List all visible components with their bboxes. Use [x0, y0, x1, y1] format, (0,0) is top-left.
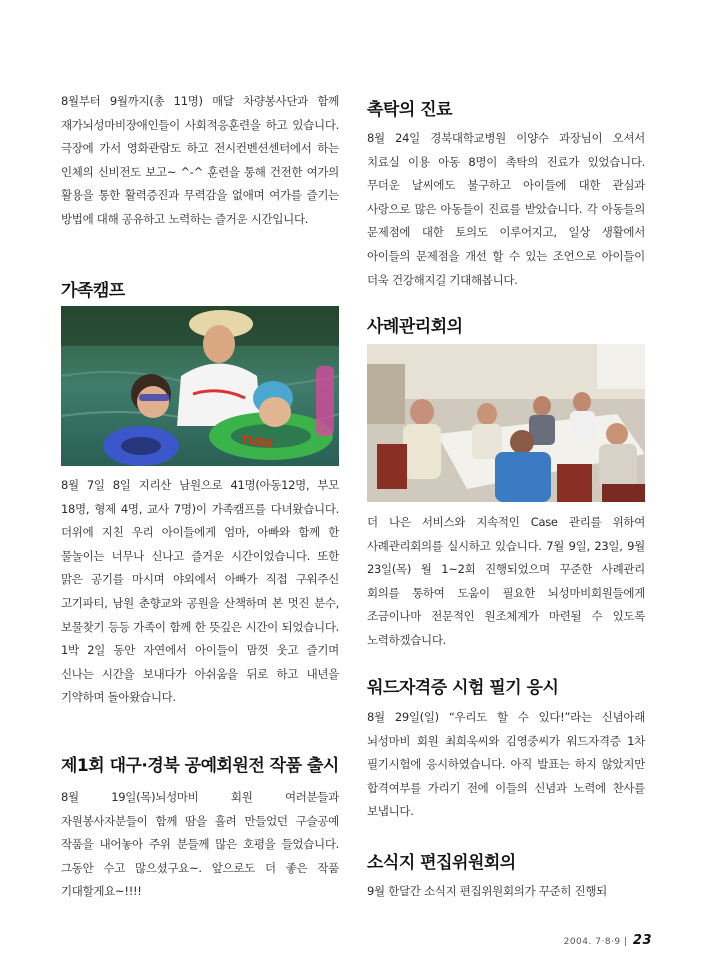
family-camp-heading: 가족캠프 — [61, 281, 125, 301]
meeting-photo-illustration — [367, 344, 645, 502]
case-meeting-photo — [367, 344, 645, 502]
case-meeting-heading: 사례관리회의 — [367, 317, 463, 337]
word-certificate-heading: 워드자격증 시험 필기 응시 — [367, 678, 559, 698]
page-number: 23 — [632, 933, 652, 948]
newsletter-committee-paragraph: 9월 한달간 소식지 편집위원회의가 꾸준히 진행되 — [367, 884, 607, 898]
svg-text:TUBE: TUBE — [240, 433, 274, 451]
case-meeting-paragraph: 더 나은 서비스와 지속적인 Case 관리를 위하여 사례관리회의를 실시하고 있습니다. 7월 9일, 23일, 9월 23일(목) 월 1~2회 진행되었으며 꾸준한 사례관리 회의를 통하여 도움이 필요한 뇌성마비회원들에게 조금이나마 전문적인 원조체계가 마련될 수 있도록 노력하겠습니다. — [367, 515, 645, 647]
family-camp-paragraph: 8월 7일 8일 지리산 남원으로 41명(아동12명, 부모 18명, 형제 4명, 교사 7명)이 가족캠프를 다녀왔습니다. 더위에 지친 우리 아이들에게 엄마, 아빠와 함께 한 물놀이는 너무나 신나고 즐거운 시간이었습니다. 또한 맑은 공기를 마시며 야외에서 아빠가 직접 구워주신 고기파티, 남원 춘향교와 공원을 산책하며 본 멋진 분수, 보물찾기 등등 가족이 함께 한 뜻깊은 시간이 되었습니다. 1박 2일 동안 자연에서 아이들이 맘껏 웃고 즐기며 신나는 시간을 보내다가 아쉬움을 뒤로 하고 내년을 기약하며 돌아왔습니다. — [61, 478, 339, 705]
dental-care-paragraph: 8월 24일 경북대학교병원 이양수 과장님이 오셔서 치료실 이용 아동 8명이 촉탁의 진료가 있었습니다. 무더운 날씨에도 불구하고 아이들에 대한 관심과 사랑으로 많은 아동들이 진료를 받았습니다. 각 아동들의 문제점에 대한 토의도 이루어지고, 일상 생활에서 아이들의 문제점을 개선 할 수 있는 조언으로 아이들이 더욱 건강해지길 기대해봅니다. — [367, 131, 645, 287]
word-certificate-paragraph: 8월 29일(일) “우리도 할 수 있다!”라는 신념아래 뇌성마비 회원 최희욱씨와 김영중씨가 워드자격증 1차 필기시험에 응시하였습니다. 아직 발표는 하지 않았지만 합격여부를 가리기 전에 이들의 신념과 노력에 찬사를 보냅니다. — [367, 710, 645, 819]
craft-exhibition-heading: 제1회 대구·경북 공예회원전 작품 출시 — [61, 756, 339, 776]
camp-photo-illustration — [61, 306, 339, 466]
family-camp-photo — [61, 306, 339, 466]
dental-care-heading: 촉탁의 진료 — [367, 100, 453, 120]
intro-paragraph: 8월부터 9월까지(총 11명) 매달 차량봉사단과 함께 재가뇌성마비장애인들이 사회적응훈련을 하고 있습니다. 극장에 가서 영화관람도 하고 전시컨벤션센터에서 하는 인체의 신비전도 보고~ ^-^ 훈련을 통해 건전한 여가의 활용을 통한 활력증진과 무력감을 없애며 여가를 즐기는 방법에 대해 공유하고 노력하는 즐거운 시간입니다. — [61, 94, 339, 226]
newsletter-committee-heading: 소식지 편집위원회의 — [367, 853, 516, 873]
issue-date: 2004. 7·8·9 | — [563, 937, 628, 947]
craft-exhibition-paragraph: 8월 19일(목)뇌성마비 회원 여러분들과 자원봉사자분들이 함께 땀을 흘려 만들었던 구슬공예 작품을 내어놓아 주위 분들께 많은 호평을 들었습니다. 그동안 수고 많으셨구요~. 앞으로도 더 좋은 작품 기대할게요~!!!! — [61, 790, 339, 899]
page-footer — [564, 933, 652, 948]
